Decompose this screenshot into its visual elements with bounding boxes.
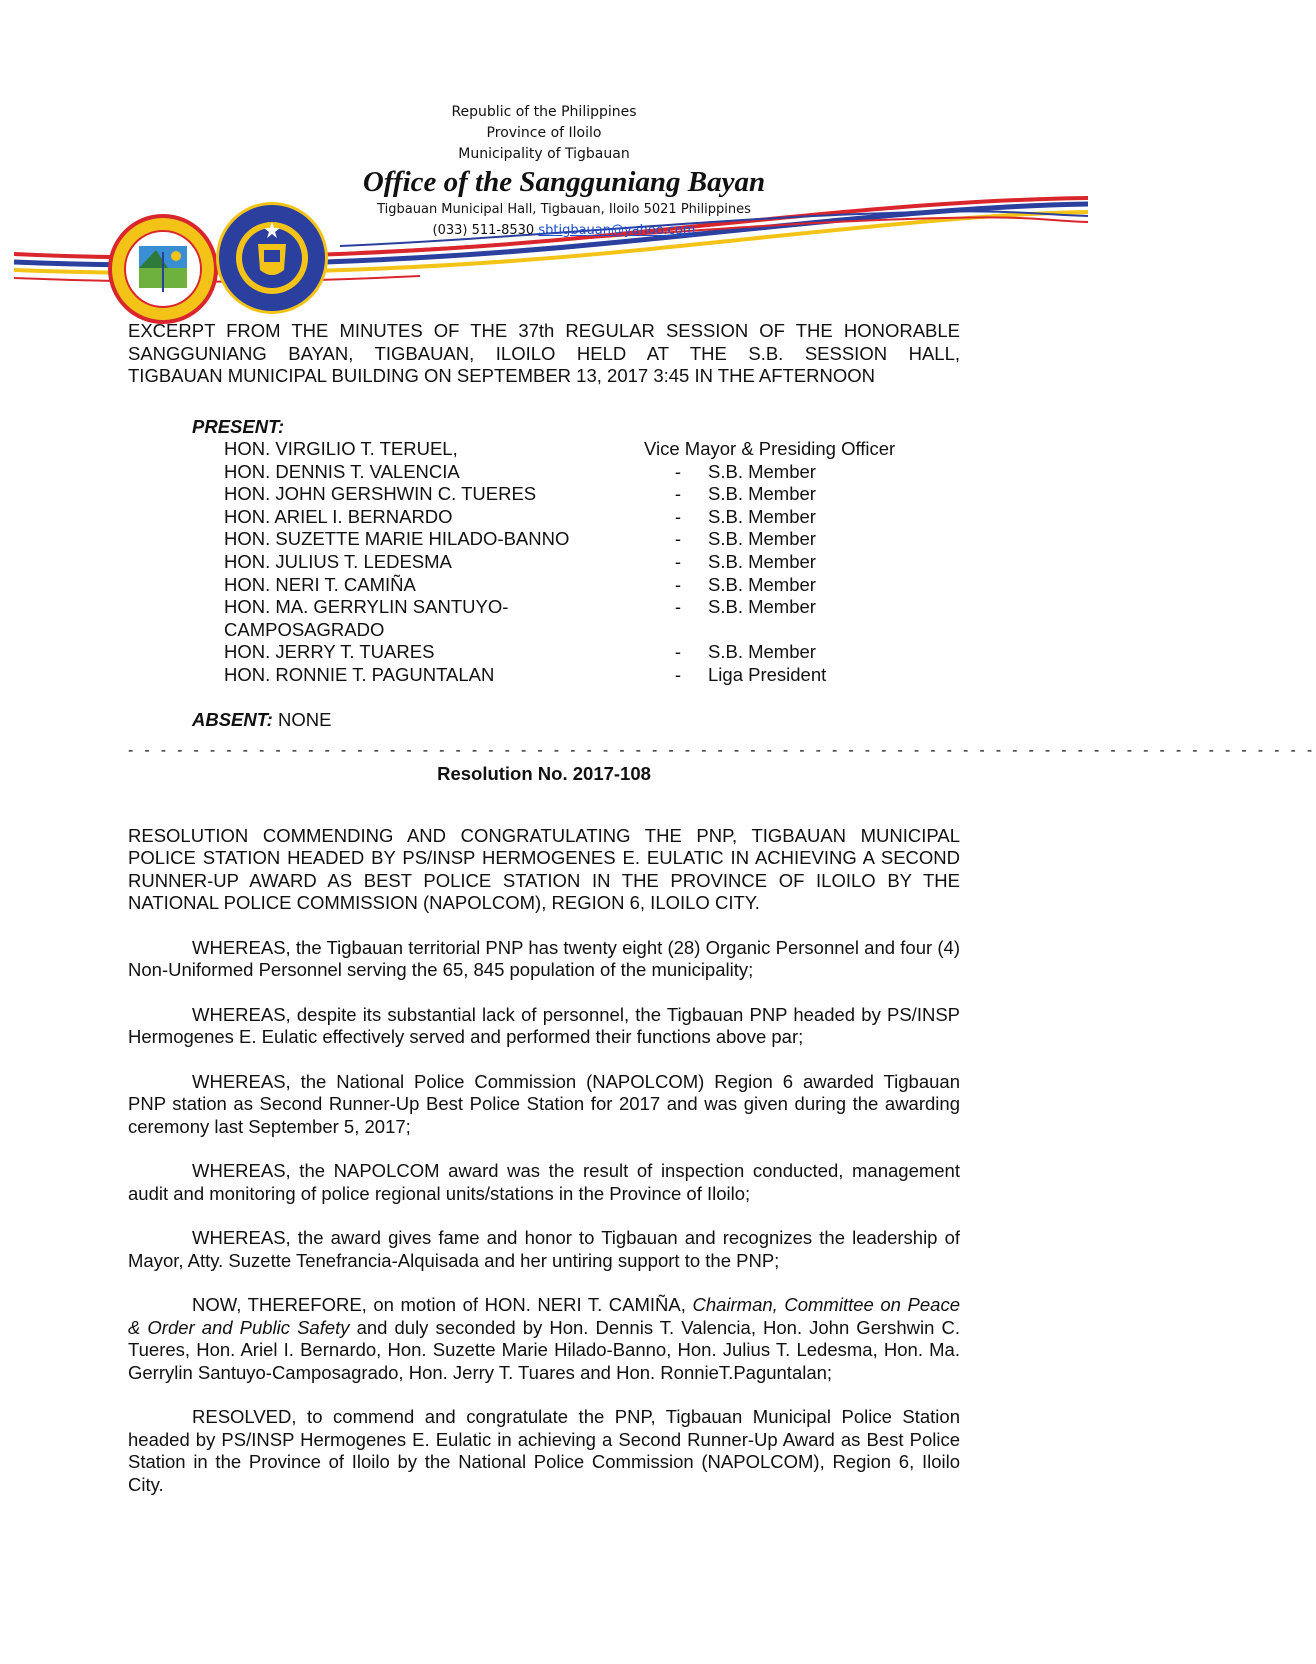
office-phone: (033) 511-8530	[432, 223, 535, 238]
attendee-row	[192, 551, 960, 574]
attendee-role: S.B. Member	[708, 596, 816, 618]
absent-label: ABSENT:	[192, 708, 273, 730]
attendee-role: S.B. Member	[708, 573, 816, 595]
attendee-dash: -	[674, 483, 682, 505]
attendee-dash: -	[674, 573, 682, 595]
absent-value: NONE	[272, 708, 332, 730]
letterhead-municipality: Municipality of Tigbauan	[458, 146, 630, 162]
attendee-dash: -	[674, 528, 682, 550]
attendee-role: S.B. Member	[708, 528, 816, 550]
attendee-name: HON. RONNIE T. PAGUNTALAN	[224, 664, 495, 686]
attendee-role: S.B. Member	[708, 641, 816, 663]
attendee-row	[192, 641, 960, 664]
attendee-dash: -	[674, 596, 682, 618]
caption-line-1: EXCERPT FROM THE MINUTES OF THE 37th REGULAR SESSION OF THE HONORABLE	[128, 320, 960, 341]
whereas-clauses	[128, 937, 960, 1273]
attendee-row	[192, 506, 960, 529]
attendee-name: HON. JERRY T. TUARES	[224, 641, 435, 663]
attendee-row	[192, 596, 960, 641]
resolved-clause: RESOLVED, to commend and congratulate the PNP, Tigbauan Municipal Police Station headed by PS/INSP Hermogenes E. Eulatic in achieving a Second Runner-Up Award as Best Police Station in the Province of Iloilo by the National Police Commission (NAPOLCOM), Region 6, Iloilo City.	[128, 1406, 960, 1495]
whereas-clause: WHEREAS, despite its substantial lack of personnel, the Tigbauan PNP headed by PS/INSP Hermogenes E. Eulatic effectively served and performed their functions above par;	[128, 1003, 960, 1048]
present-label: PRESENT:	[192, 415, 285, 437]
attendee-name: HON. DENNIS T. VALENCIA	[224, 460, 460, 482]
motion-committee: Chairman, Committee on Peace & Order and Public Safety	[128, 1294, 960, 1338]
minutes-caption	[128, 320, 960, 388]
letterhead-province: Province of Iloilo	[486, 125, 602, 141]
attendee-row	[192, 461, 960, 484]
attendee-row	[192, 528, 960, 551]
attendee-dash: -	[674, 460, 682, 482]
attendee-role: Liga President	[708, 664, 827, 686]
attendee-name: HON. JULIUS T. LEDESMA	[224, 551, 452, 573]
attendee-dash: -	[674, 641, 682, 663]
letterhead	[0, 0, 1088, 310]
attendee-row	[192, 483, 960, 506]
attendee-name: HON. MA. GERRYLIN SANTUYO-CAMPOSAGRADO	[224, 596, 509, 640]
resolution-number: Resolution No. 2017-108	[437, 762, 651, 784]
attendee-dash: -	[674, 551, 682, 573]
office-contact	[20, 220, 1108, 241]
office-email-link[interactable]: sbtigbauan@yahoo.com	[538, 223, 696, 238]
resolution-title: RESOLUTION COMMENDING AND CONGRATULATING THE PNP, TIGBAUAN MUNICIPAL POLICE STATION HEADED BY PS/INSP HERMOGENES E. EULATIC IN ACHIEVING A SECOND RUNNER-UP AWARD AS BEST POLICE STATION IN THE PROVINCE OF ILOILO BY THE NATIONAL POLICE COMMISSION (NAPOLCOM), REGION 6, ILOILO CITY.	[128, 824, 960, 914]
office-address: Tigbauan Municipal Hall, Tigbauan, Iloilo 5021 Philippines	[377, 202, 751, 217]
attendee-role: S.B. Member	[708, 551, 816, 573]
attendee-name: HON. JOHN GERSHWIN C. TUERES	[224, 483, 537, 505]
whereas-clause: WHEREAS, the Tigbauan territorial PNP has twenty eight (28) Organic Personnel and four (4) Non-Uniformed Personnel serving the 65, 845 population of the municipality;	[128, 936, 960, 981]
member-rows	[192, 461, 960, 687]
caption-line-3: TIGBAUAN MUNICIPAL BUILDING ON SEPTEMBER 13, 2017 3:45 IN THE AFTERNOON	[128, 365, 876, 386]
office-title: Office of the Sangguniang Bayan	[362, 166, 766, 198]
attendee-name: HON. SUZETTE MARIE HILADO-BANNO	[224, 528, 570, 550]
attendee-row	[192, 664, 960, 687]
attendee-dash: -	[674, 505, 682, 527]
attendee-row-vice-mayor	[192, 438, 960, 461]
attendee-role: S.B. Member	[708, 505, 816, 527]
motion-text-2: and duly seconded by Hon. Dennis T. Valencia, Hon. John Gershwin C. Tueres, Hon. Ariel I. Bernardo, Hon. Suzette Marie Hilado-Banno, Hon. Julius T. Ledesma, Hon. Ma. Gerrylin Santuyo-Camposagrado, Hon. Jerry T. Tuares and Hon. RonnieT.Paguntalan;	[128, 1316, 960, 1383]
whereas-clause: WHEREAS, the National Police Commission (NAPOLCOM) Region 6 awarded Tigbauan PNP station as Second Runner-Up Best Police Station for 2017 and was given during the awarding ceremony last September 5, 2017;	[128, 1070, 960, 1137]
absent-line	[128, 709, 960, 731]
attendee-name: HON. VIRGILIO T. TERUEL,	[224, 438, 458, 460]
caption-line-2: SANGGUNIANG BAYAN, TIGBAUAN, ILOILO HELD AT THE S.B. SESSION HALL,	[128, 342, 960, 364]
attendee-row	[192, 574, 960, 597]
attendee-role: Vice Mayor & Presiding Officer	[644, 438, 896, 460]
separator-line: - - - - - - - - - - - - - - - - - - - - - - - - - - - - - - - - - - - - - - - - - - - - - - - - - - - - - - - - - - - - - - - - - - - - - - - - -	[128, 741, 1316, 759]
whereas-clause: WHEREAS, the NAPOLCOM award was the result of inspection conducted, management audit and monitoring of police regional units/stations in the Province of Iloilo;	[128, 1160, 960, 1204]
whereas-clause: WHEREAS, the award gives fame and honor to Tigbauan and recognizes the leadership of Mayor, Atty. Suzette Tenefrancia-Alquisada and her untiring support to the PNP;	[128, 1227, 960, 1271]
attendee-dash: -	[674, 664, 682, 686]
attendee-role: S.B. Member	[708, 460, 816, 482]
attendee-name: HON. NERI T. CAMIÑA	[224, 573, 416, 595]
letterhead-country: Republic of the Philippines	[451, 104, 637, 120]
document-body	[128, 320, 1316, 1496]
motion-clause	[128, 1294, 960, 1384]
attendee-role: S.B. Member	[708, 483, 816, 505]
present-list	[128, 416, 960, 687]
motion-text-1: NOW, THEREFORE, on motion of HON. NERI T. CAMIÑA,	[192, 1294, 693, 1316]
attendee-name: HON. ARIEL I. BERNARDO	[224, 505, 453, 527]
